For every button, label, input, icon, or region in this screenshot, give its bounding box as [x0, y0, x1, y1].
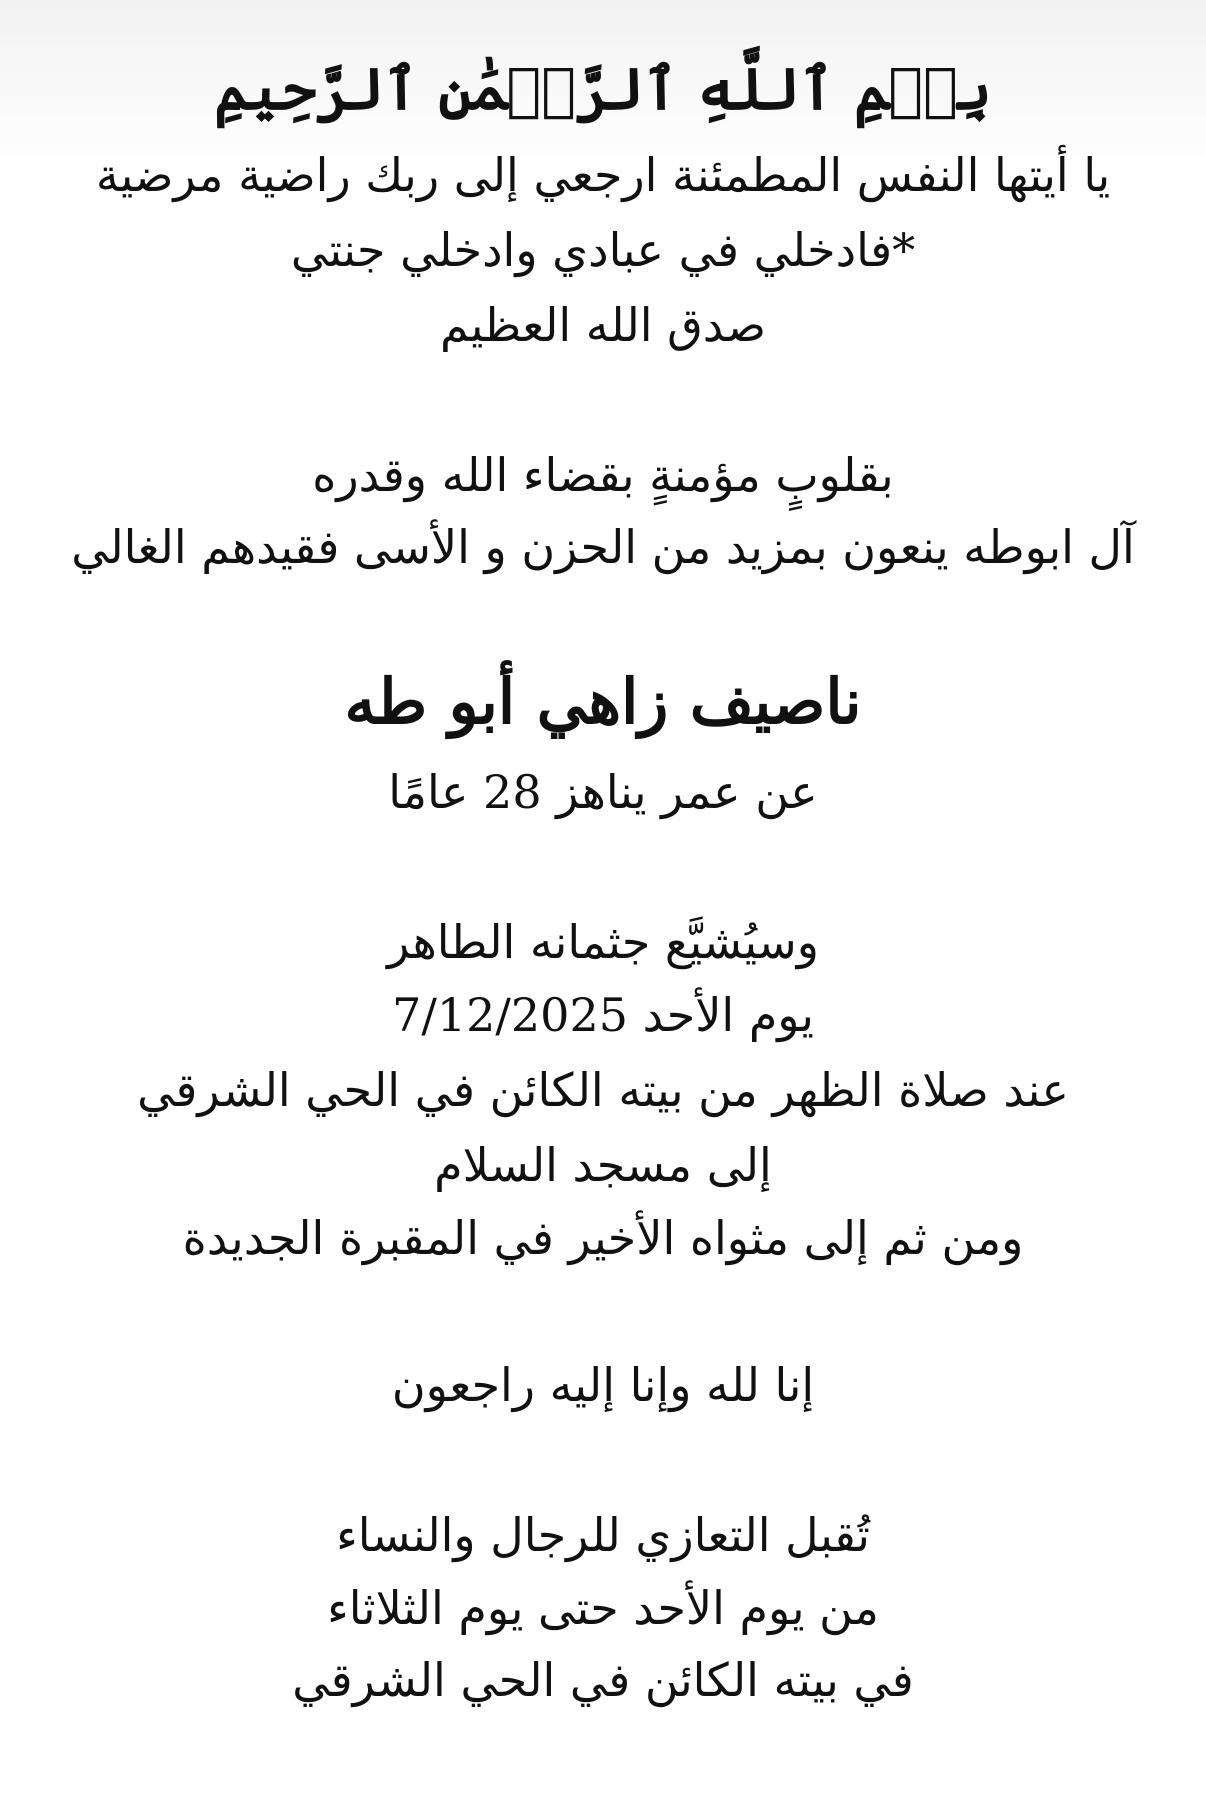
deceased-name: ناصيف زاهي أبو طه: [344, 665, 862, 738]
verse-attribution: صدق الله العظيم: [439, 298, 767, 352]
condolences-line-2: من يوم الأحد حتى يوم الثلاثاء: [327, 1581, 879, 1635]
funeral-date: يوم الأحد 7/12/2025: [392, 988, 814, 1042]
closing-verse: إنا لله وإنا إليه راجعون: [391, 1358, 815, 1412]
verse-line-1: يا أيتها النفس المطمئنة ارجعي إلى ربك راضية مرضية: [95, 148, 1111, 202]
condolences-line-3: في بيته الكائن في الحي الشرقي: [292, 1653, 914, 1707]
deceased-age: عن عمر يناهز 28 عامًا: [388, 765, 818, 819]
condolences-line-1: تُقبل التعازي للرجال والنساء: [336, 1508, 870, 1562]
verse-line-2: *فادخلي في عبادي وادخلي جنتي: [290, 223, 916, 277]
funeral-line-1: وسيُشيَّع جثمانه الطاهر: [387, 915, 819, 969]
funeral-line-4: إلى مسجد السلام: [434, 1138, 772, 1192]
basmala-heading: بِسۡمِ ٱللَّهِ ٱلرَّحۡمَٰنِ ٱلرَّحِيمِ: [214, 55, 992, 123]
mourning-line-1: بقلوبٍ مؤمنةٍ بقضاء الله وقدره: [312, 448, 894, 502]
mourning-line-2: آل ابوطه ينعون بمزيد من الحزن و الأسى فقيدهم الغالي: [71, 520, 1135, 574]
funeral-line-5: ومن ثم إلى مثواه الأخير في المقبرة الجديدة: [182, 1211, 1024, 1265]
funeral-line-3: عند صلاة الظهر من بيته الكائن في الحي الشرقي: [137, 1063, 1069, 1117]
